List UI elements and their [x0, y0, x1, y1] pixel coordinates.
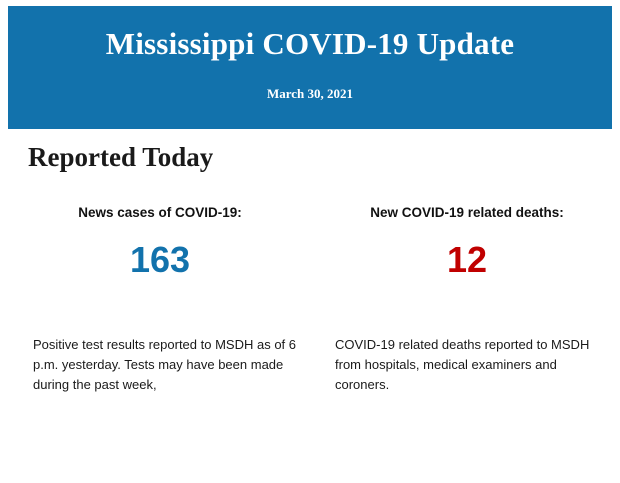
stat-card-new-deaths — [310, 205, 612, 395]
stats-row — [8, 205, 612, 395]
section-heading: Reported Today — [28, 142, 214, 172]
stat-label-new-cases: News cases of COVID-19: — [78, 205, 242, 220]
report-date: March 30, 2021 — [266, 86, 354, 101]
stat-description-new-cases: Positive test results reported to MSDH as of 6 p.m. yesterday. Tests may have been made during the past week, — [33, 337, 296, 393]
stat-value-new-deaths: 12 — [446, 239, 488, 280]
page-title: Mississippi COVID-19 Update — [105, 26, 515, 61]
stat-label-new-deaths: New COVID-19 related deaths: — [370, 205, 564, 220]
stat-description-new-deaths: COVID-19 related deaths reported to MSDH from hospitals, medical examiners and coroners. — [335, 337, 590, 393]
stat-value-new-cases: 163 — [129, 239, 191, 280]
stat-card-new-cases — [8, 205, 310, 395]
header-banner — [8, 6, 612, 129]
